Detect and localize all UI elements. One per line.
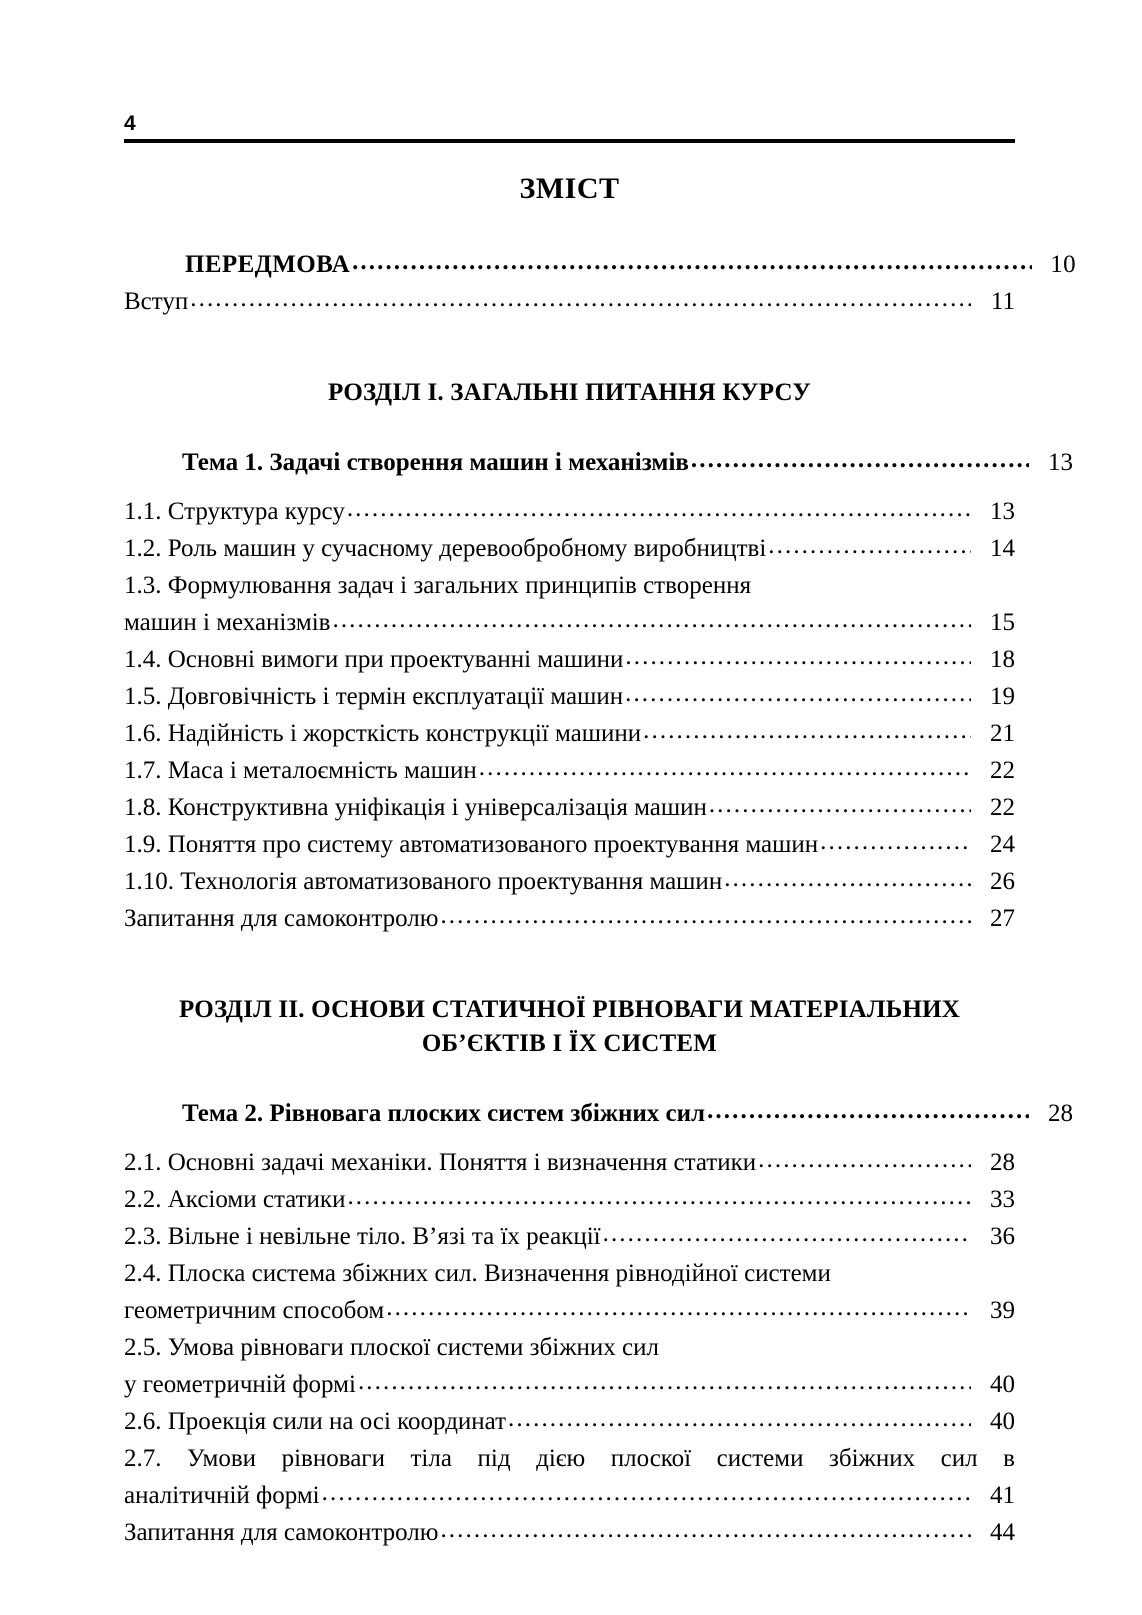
toc-entry-label: 1.2. Роль машин у сучасному деревообробному виробництві (124, 535, 767, 562)
toc-entry[interactable] (124, 493, 1015, 530)
toc-entry-label: Запитання для самоконтролю (124, 905, 439, 932)
dot-leader (347, 490, 971, 527)
toc-entries-part-2 (124, 1144, 1015, 1551)
word: рівноваги (281, 1445, 385, 1472)
word: плоскої (610, 1445, 692, 1472)
word: Умови (187, 1445, 257, 1472)
part-heading-2-line-2: ОБ’ЄКТІВ І ЇХ СИСТЕМ (421, 1030, 718, 1057)
dot-leader (352, 243, 1032, 280)
toc-entry-wrap-line[interactable] (124, 1329, 1015, 1366)
word: дією (536, 1445, 586, 1472)
toc-entry[interactable] (124, 530, 1015, 567)
toc-entry[interactable] (124, 641, 1015, 678)
dot-leader (386, 1289, 971, 1326)
toc-entry[interactable] (124, 1403, 1015, 1440)
toc-entries-part-1 (124, 493, 1015, 937)
toc-entry-page: 36 (990, 1223, 1015, 1250)
dot-leader (820, 823, 971, 860)
toc-entry-page: 40 (990, 1408, 1015, 1435)
toc-entry-label: Запитання для самоконтролю (124, 1519, 439, 1546)
toc-entry-peredmova[interactable] (124, 246, 1076, 283)
toc-entry-page: 41 (990, 1482, 1015, 1509)
toc-entry-label: 1.9. Поняття про систему автоматизованого проектування машин (124, 831, 819, 858)
dot-leader (707, 1092, 1029, 1129)
theme-label: Тема 2. Рівновага плоских систем збіжних сил (182, 1100, 706, 1127)
toc-entry-label: 2.1. Основні задачі механіки. Поняття і визначення статики (124, 1149, 757, 1176)
dot-leader (347, 1178, 971, 1215)
toc-entry[interactable] (124, 1218, 1015, 1255)
toc-entry-page: 10 (1050, 251, 1076, 278)
dot-leader (332, 601, 971, 638)
toc-entry-label: 2.2. Аксіоми статики (124, 1186, 346, 1213)
toc-entry-page: 39 (990, 1297, 1015, 1324)
toc-entry-label: геометричним способом (124, 1297, 385, 1324)
toc-content (124, 172, 1076, 1551)
dot-leader (709, 786, 971, 823)
part-heading-1: РОЗДІЛ І. ЗАГАЛЬНІ ПИТАННЯ КУРСУ (328, 379, 811, 406)
theme-entry-2[interactable] (124, 1095, 1073, 1132)
toc-entry-self-check[interactable] (124, 900, 1015, 937)
toc-entry-label: 2.6. Проекція сили на осі координат (124, 1408, 507, 1435)
toc-entry[interactable] (124, 826, 1015, 863)
toc-entry-page: 24 (990, 831, 1015, 858)
toc-entry-page: 27 (990, 905, 1015, 932)
part-section-2 (124, 993, 1073, 1551)
toc-entry-page: 28 (990, 1149, 1015, 1176)
dot-leader (508, 1400, 971, 1437)
dot-leader (758, 1141, 971, 1178)
toc-entry-page: 44 (990, 1519, 1015, 1546)
toc-entry[interactable] (124, 1292, 1015, 1329)
toc-entry-label: Вступ (124, 288, 189, 315)
dot-leader (322, 1474, 971, 1511)
dot-leader (440, 1511, 971, 1548)
spacer (124, 320, 1015, 376)
word: в (1003, 1445, 1015, 1472)
toc-entry-label: 1.1. Структура курсу (124, 498, 345, 525)
toc-entry-label: 2.3. Вільне і невільне тіло. В’язі та їх реакції (124, 1223, 601, 1250)
theme-entry-1[interactable] (124, 444, 1073, 481)
part-section-1 (124, 376, 1073, 937)
dot-leader (603, 1215, 971, 1252)
front-matter-list (124, 246, 1076, 320)
toc-entry-page: 15 (990, 609, 1015, 636)
toc-entry-label: аналітичній формі (124, 1482, 320, 1509)
word: під (477, 1445, 511, 1472)
toc-entry-label: 1.3. Формулювання задач і загальних принципів створення (124, 572, 752, 599)
theme-page: 28 (1048, 1100, 1073, 1127)
dot-leader (358, 1363, 971, 1400)
toc-entry-label: 1.10. Технологія автоматизованого проектування машин (124, 868, 723, 895)
toc-entry-label: машин і механізмів (124, 609, 331, 636)
toc-entry-page: 22 (990, 757, 1015, 784)
word: збіжних (829, 1445, 916, 1472)
toc-entry-page: 21 (990, 720, 1015, 747)
dot-leader (479, 749, 971, 786)
page-title: ЗМІСТ (519, 172, 620, 205)
dot-leader (643, 712, 971, 749)
part-heading-2-line-1: РОЗДІЛ ІІ. ОСНОВИ СТАТИЧНОЇ РІВНОВАГИ МАТЕРІАЛЬНИХ (178, 996, 961, 1023)
page-header (124, 112, 1015, 143)
toc-entry-page: 13 (990, 498, 1015, 525)
toc-entry[interactable] (124, 715, 1015, 752)
dot-leader (625, 638, 971, 675)
toc-entry-label: 2.4. Плоска система збіжних сил. Визначення рівнодійної системи (124, 1260, 831, 1287)
toc-entry-vstup[interactable] (124, 283, 1015, 320)
word: 2.7. (124, 1445, 162, 1472)
toc-entry-label: 1.5. Довговічність і термін експлуатації машин (124, 683, 624, 710)
toc-entry[interactable] (124, 752, 1015, 789)
toc-entry-page: 11 (990, 288, 1015, 315)
toc-entry-label: 2.5. Умова рівноваги плоскої системи збіжних сил (124, 1334, 659, 1361)
dot-leader (724, 860, 971, 897)
spacer (124, 937, 1015, 993)
toc-entry[interactable] (124, 789, 1015, 826)
word: сил (940, 1445, 978, 1472)
toc-entry-label: 1.6. Надійність і жорсткість конструкції машини (124, 720, 642, 747)
toc-entry-label: у геометричній формі (124, 1371, 356, 1398)
toc-entry-label: 1.4. Основні вимоги при проектуванні машини (124, 646, 624, 673)
spacer (124, 410, 1015, 444)
toc-entry-page: 33 (990, 1186, 1015, 1213)
toc-entry-justified-line[interactable] (124, 1440, 1015, 1477)
toc-entry-page: 18 (990, 646, 1015, 673)
word: тіла (410, 1445, 452, 1472)
toc-entry-page: 19 (990, 683, 1015, 710)
toc-entry-self-check[interactable] (124, 1514, 1015, 1551)
word: системи (716, 1445, 804, 1472)
toc-entry-label: 1.8. Конструктивна уніфікація і універсалізація машин (124, 794, 707, 821)
dot-leader (691, 441, 1029, 478)
dot-leader (768, 527, 971, 564)
spacer (124, 1061, 1015, 1095)
dot-leader (440, 897, 971, 934)
dot-leader (625, 675, 971, 712)
toc-entry-wrap-line[interactable] (124, 1255, 1015, 1292)
theme-label: Тема 1. Задачі створення машин і механізмів (182, 449, 689, 476)
toc-entry-page: 22 (990, 794, 1015, 821)
toc-entry[interactable] (124, 604, 1015, 641)
toc-entry-page: 14 (990, 535, 1015, 562)
toc-entry-label: 1.7. Маса і металоємність машин (124, 757, 477, 784)
toc-entry[interactable] (124, 678, 1015, 715)
toc-entry[interactable] (124, 1144, 1015, 1181)
toc-entry-page: 26 (990, 868, 1015, 895)
toc-entry-page: 40 (990, 1371, 1015, 1398)
folio-number: 4 (124, 112, 136, 135)
header-divider (124, 139, 1015, 143)
theme-page: 13 (1048, 449, 1073, 476)
toc-entry-wrap-line[interactable] (124, 567, 1015, 604)
dot-leader (190, 280, 971, 317)
toc-entry[interactable] (124, 1366, 1015, 1403)
toc-entry-label: ПЕРЕДМОВА (185, 251, 351, 278)
toc-entry[interactable] (124, 863, 1015, 900)
toc-entry[interactable] (124, 1181, 1015, 1218)
toc-entry[interactable] (124, 1477, 1015, 1514)
